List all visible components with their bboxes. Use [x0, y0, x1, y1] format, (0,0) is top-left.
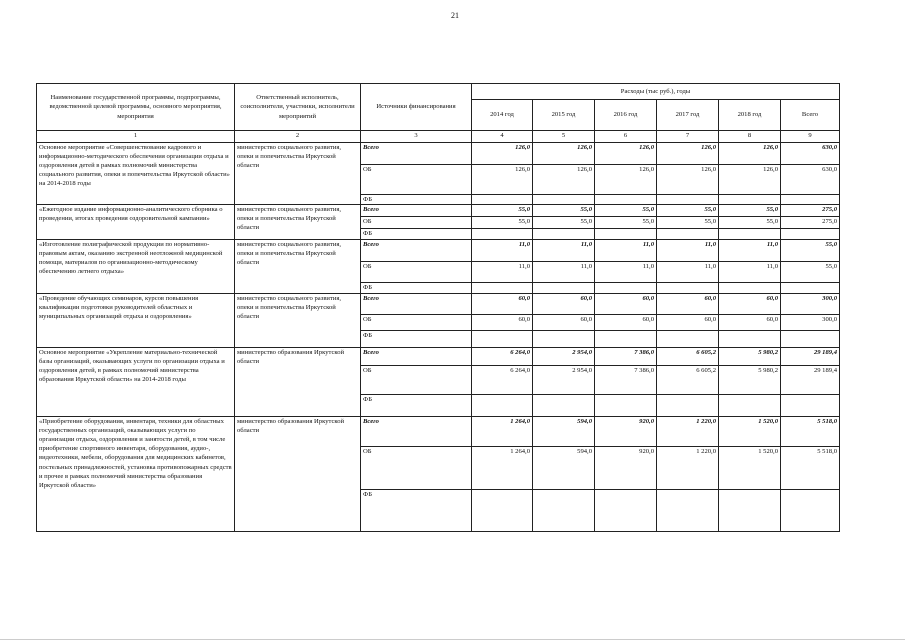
- table-row: [37, 143, 840, 165]
- measure-executor: министерство социального развития, опеки и попечительства Иркутской области: [235, 294, 361, 348]
- funding-source: Всего: [361, 143, 472, 165]
- year-value: 6 605,2: [657, 348, 719, 366]
- year-value: [472, 395, 533, 417]
- funding-source: ОБ: [361, 217, 472, 229]
- year-value: 7 386,0: [595, 348, 657, 366]
- header-year: 2016 год: [595, 100, 657, 131]
- year-value: 55,0: [719, 217, 781, 229]
- measure-executor: министерство социального развития, опеки и попечительства Иркутской области: [235, 240, 361, 294]
- year-value: 11,0: [595, 262, 657, 283]
- total-value: [781, 195, 840, 205]
- year-value: 60,0: [595, 294, 657, 315]
- column-number: 2: [235, 131, 361, 143]
- year-value: [472, 331, 533, 348]
- year-value: 55,0: [595, 217, 657, 229]
- year-value: 11,0: [472, 262, 533, 283]
- year-value: [472, 195, 533, 205]
- year-value: [533, 283, 595, 294]
- year-value: 60,0: [657, 294, 719, 315]
- year-value: 920,0: [595, 417, 657, 447]
- year-value: 6 605,2: [657, 366, 719, 395]
- year-value: 2 954,0: [533, 348, 595, 366]
- table-row: [37, 240, 840, 262]
- total-value: 29 189,4: [781, 348, 840, 366]
- measure-executor: министерство образования Иркутской области: [235, 348, 361, 417]
- year-value: 55,0: [657, 205, 719, 217]
- column-number: 1: [37, 131, 235, 143]
- year-value: 55,0: [719, 205, 781, 217]
- year-value: 60,0: [472, 315, 533, 331]
- year-value: 11,0: [533, 240, 595, 262]
- year-value: 126,0: [533, 143, 595, 165]
- column-number: 9: [781, 131, 840, 143]
- year-value: 60,0: [719, 294, 781, 315]
- header-total: Всего: [781, 100, 840, 131]
- year-value: 60,0: [472, 294, 533, 315]
- column-number: 8: [719, 131, 781, 143]
- column-number: 6: [595, 131, 657, 143]
- year-value: 126,0: [533, 165, 595, 195]
- total-value: [781, 283, 840, 294]
- year-value: 60,0: [657, 315, 719, 331]
- measure-name: Основное мероприятие «Совершенствование кадрового и информационно-методического обеспечения организации отдыха и оздоровления детей в рамках полномочий министерства социального развития, опеки и попечительства Иркутской области» на 2014-2018 годы: [37, 143, 235, 205]
- year-value: 55,0: [533, 205, 595, 217]
- column-number: 5: [533, 131, 595, 143]
- year-value: 6 264,0: [472, 348, 533, 366]
- table-row: [37, 417, 840, 447]
- year-value: [533, 490, 595, 532]
- year-value: 1 220,0: [657, 447, 719, 490]
- total-value: 275,0: [781, 217, 840, 229]
- table-row: [37, 205, 840, 217]
- year-value: 5 980,2: [719, 366, 781, 395]
- funding-source: Всего: [361, 348, 472, 366]
- year-value: [472, 229, 533, 240]
- measure-executor: министерство социального развития, опеки и попечительства Иркутской области: [235, 143, 361, 205]
- total-value: [781, 229, 840, 240]
- year-value: 55,0: [472, 217, 533, 229]
- year-value: [595, 395, 657, 417]
- column-number: 7: [657, 131, 719, 143]
- year-value: 60,0: [595, 315, 657, 331]
- header-year: 2018 год: [719, 100, 781, 131]
- funding-source: Всего: [361, 417, 472, 447]
- year-value: 11,0: [657, 262, 719, 283]
- measure-name: «Приобретение оборудования, инвентаря, техники для областных государственных организаций, оказывающих услуги по организации отдыха, оздоровления и занятости детей, в том числе приобретение спортивного инвентаря, оборудования, аудио-, видеотехники, мебели, оборудования для медицинских кабинетов, постельных принадлежностей, установка противопожарных средств и прочее в рамках полномочий министерства образования Иркутской области»: [37, 417, 235, 532]
- total-value: 275,0: [781, 205, 840, 217]
- table-row: [37, 348, 840, 366]
- year-value: 60,0: [533, 294, 595, 315]
- funding-source: ФБ: [361, 395, 472, 417]
- header-year: 2015 год: [533, 100, 595, 131]
- year-value: 594,0: [533, 447, 595, 490]
- year-value: [595, 229, 657, 240]
- year-value: 126,0: [657, 143, 719, 165]
- year-value: 5 980,2: [719, 348, 781, 366]
- year-value: 126,0: [472, 143, 533, 165]
- year-value: [595, 490, 657, 532]
- funding-source: ФБ: [361, 195, 472, 205]
- year-value: [719, 490, 781, 532]
- year-value: [657, 395, 719, 417]
- year-value: 11,0: [719, 262, 781, 283]
- year-value: [719, 229, 781, 240]
- year-value: 60,0: [719, 315, 781, 331]
- header-year: 2014 год: [472, 100, 533, 131]
- funding-source: Всего: [361, 294, 472, 315]
- total-value: 630,0: [781, 165, 840, 195]
- measure-name: «Изготовление полиграфической продукции по нормативно-правовым актам, оказанию экстренной неотложной медицинской помощи, материалов по организационно-методическому обеспечению летнего отдыха»: [37, 240, 235, 294]
- year-value: 11,0: [657, 240, 719, 262]
- total-value: 300,0: [781, 294, 840, 315]
- year-value: [533, 331, 595, 348]
- funding-source: ОБ: [361, 366, 472, 395]
- total-value: 300,0: [781, 315, 840, 331]
- page-number: 21: [451, 11, 459, 20]
- measure-executor: министерство социального развития, опеки и попечительства Иркутской области: [235, 205, 361, 240]
- measure-name: «Проведение обучающих семинаров, курсов повышения квалификации подготовки руководителей областных и муниципальных организаций отдыха и оздоровления»: [37, 294, 235, 348]
- table-row: [37, 294, 840, 315]
- year-value: 126,0: [595, 165, 657, 195]
- year-value: [657, 195, 719, 205]
- year-value: 1 520,0: [719, 447, 781, 490]
- header-expenses: Расходы (тыс руб.), годы: [472, 84, 840, 100]
- year-value: [595, 283, 657, 294]
- funding-source: Всего: [361, 205, 472, 217]
- total-value: 5 518,0: [781, 417, 840, 447]
- year-value: [719, 331, 781, 348]
- year-value: [657, 283, 719, 294]
- total-value: 630,0: [781, 143, 840, 165]
- year-value: [657, 490, 719, 532]
- year-value: [533, 229, 595, 240]
- year-value: 60,0: [533, 315, 595, 331]
- year-value: 594,0: [533, 417, 595, 447]
- funding-source: ОБ: [361, 315, 472, 331]
- funding-source: ОБ: [361, 447, 472, 490]
- year-value: 126,0: [657, 165, 719, 195]
- measure-name: «Ежегодное издание информационно-аналитического сборника о проведении, итогах проведения оздоровительной кампании»: [37, 205, 235, 240]
- year-value: 55,0: [657, 217, 719, 229]
- funding-source: ОБ: [361, 262, 472, 283]
- expenses-table: [36, 83, 840, 532]
- total-value: 55,0: [781, 240, 840, 262]
- year-value: 920,0: [595, 447, 657, 490]
- year-value: 1 520,0: [719, 417, 781, 447]
- year-value: 55,0: [595, 205, 657, 217]
- year-value: 2 954,0: [533, 366, 595, 395]
- year-value: [533, 395, 595, 417]
- total-value: 55,0: [781, 262, 840, 283]
- funding-source: ФБ: [361, 331, 472, 348]
- year-value: [533, 195, 595, 205]
- total-value: [781, 490, 840, 532]
- year-value: [657, 331, 719, 348]
- measure-executor: министерство образования Иркутской области: [235, 417, 361, 532]
- funding-source: ФБ: [361, 283, 472, 294]
- year-value: 1 264,0: [472, 447, 533, 490]
- header-executor: Ответственный исполнитель, соисполнители, участники, исполнители мероприятий: [235, 84, 361, 131]
- funding-source: Всего: [361, 240, 472, 262]
- total-value: 29 189,4: [781, 366, 840, 395]
- year-value: 11,0: [719, 240, 781, 262]
- total-value: 5 518,0: [781, 447, 840, 490]
- year-value: [595, 195, 657, 205]
- funding-source: ОБ: [361, 165, 472, 195]
- header-name: Наименование государственной программы, подпрограммы, ведомственной целевой программы, основного мероприятия, мероприятия: [37, 84, 235, 131]
- year-value: [472, 490, 533, 532]
- year-value: 126,0: [719, 143, 781, 165]
- year-value: 1 264,0: [472, 417, 533, 447]
- year-value: 1 220,0: [657, 417, 719, 447]
- year-value: 11,0: [472, 240, 533, 262]
- year-value: 126,0: [472, 165, 533, 195]
- header-year: 2017 год: [657, 100, 719, 131]
- funding-source: ФБ: [361, 490, 472, 532]
- year-value: 11,0: [533, 262, 595, 283]
- column-number: 3: [361, 131, 472, 143]
- measure-name: Основное мероприятие «Укрепление материально-технической базы организаций, оказывающих услуги по организации отдыха и оздоровления детей, в рамках полномочий министерства образования Иркутской области» на 2014-2018 годы: [37, 348, 235, 417]
- year-value: 7 386,0: [595, 366, 657, 395]
- year-value: [719, 283, 781, 294]
- year-value: 55,0: [472, 205, 533, 217]
- year-value: [719, 195, 781, 205]
- year-value: 55,0: [533, 217, 595, 229]
- total-value: [781, 331, 840, 348]
- header-source: Источники финансирования: [361, 84, 472, 131]
- year-value: [719, 395, 781, 417]
- year-value: [595, 331, 657, 348]
- total-value: [781, 395, 840, 417]
- funding-source: ФБ: [361, 229, 472, 240]
- column-number: 4: [472, 131, 533, 143]
- year-value: 6 264,0: [472, 366, 533, 395]
- year-value: 126,0: [595, 143, 657, 165]
- year-value: 11,0: [595, 240, 657, 262]
- year-value: [472, 283, 533, 294]
- year-value: 126,0: [719, 165, 781, 195]
- year-value: [657, 229, 719, 240]
